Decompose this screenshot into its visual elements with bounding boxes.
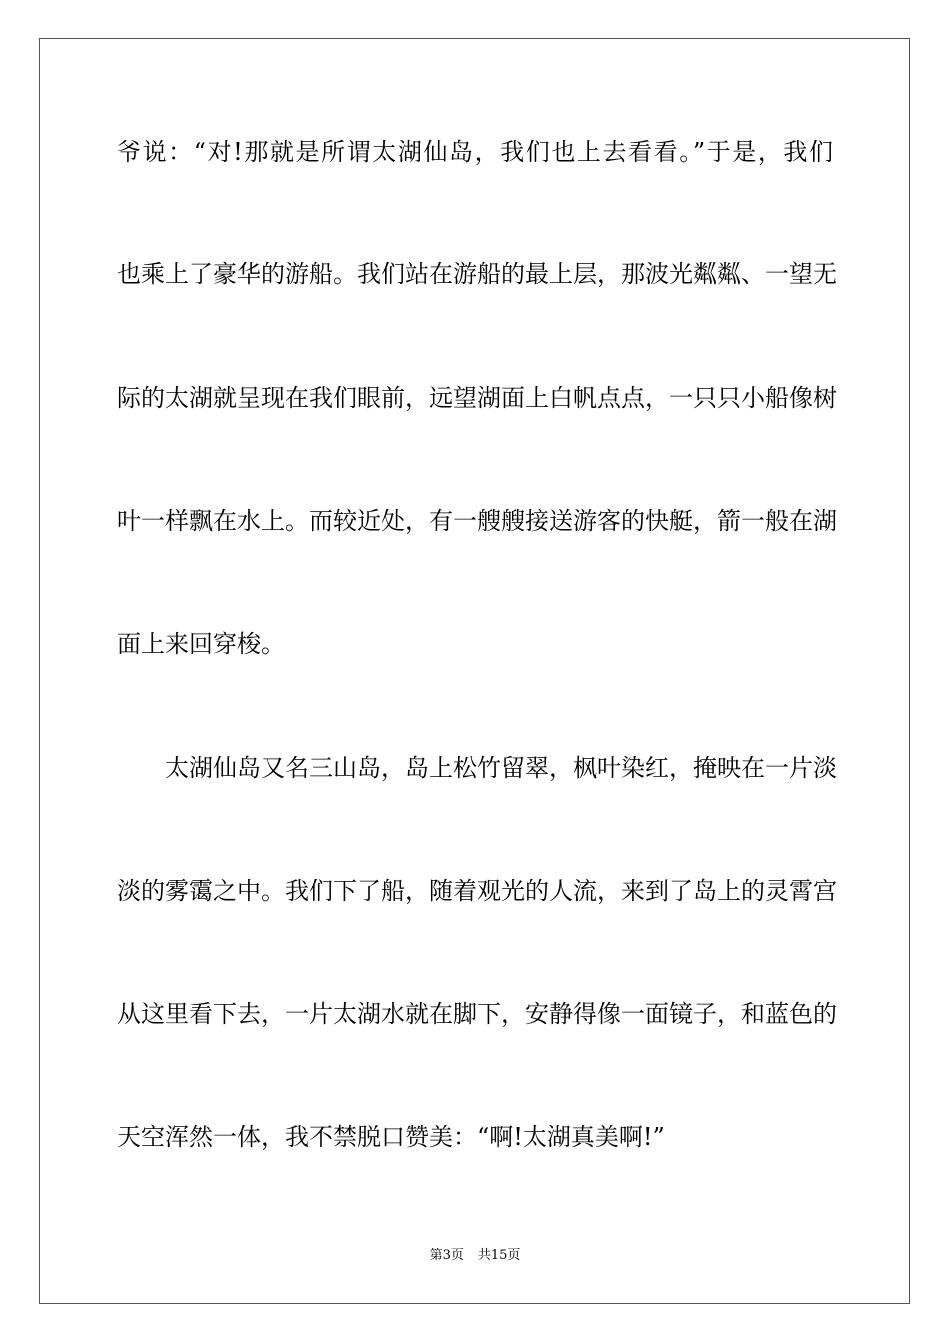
text-line-5: 面上来回穿梭。 — [117, 630, 285, 658]
text-line-8: 从这里看下去，一片太湖水就在脚下，安静得像一面镜子，和蓝色的 — [117, 1000, 837, 1028]
text-line-4: 叶一样飘在水上。而较近处，有一艘艘接送游客的快艇，箭一般在湖 — [117, 507, 837, 535]
page-number: 第3页 — [429, 1248, 464, 1263]
text-line-3: 际的太湖就呈现在我们眼前，远望湖面上白帆点点，一只只小船像树 — [117, 384, 837, 412]
text-line-2: 也乘上了豪华的游船。我们站在游船的最上层，那波光粼粼、一望无 — [117, 260, 837, 288]
text-line-9: 天空浑然一体，我不禁脱口赞美：“啊!太湖真美啊!” — [117, 1123, 665, 1151]
text-line-1: 爷说：“对!那就是所谓太湖仙岛，我们也上去看看。”于是，我们 — [117, 138, 833, 166]
page-frame — [39, 38, 910, 1304]
text-line-6: 太湖仙岛又名三山岛，岛上松竹留翠，枫叶染红，掩映在一片淡 — [165, 754, 837, 782]
total-pages: 共15页 — [477, 1248, 521, 1263]
text-line-7: 淡的雾霭之中。我们下了船，随着观光的人流，来到了岛上的灵霄宫 — [117, 877, 837, 905]
page-footer — [0, 1248, 950, 1264]
